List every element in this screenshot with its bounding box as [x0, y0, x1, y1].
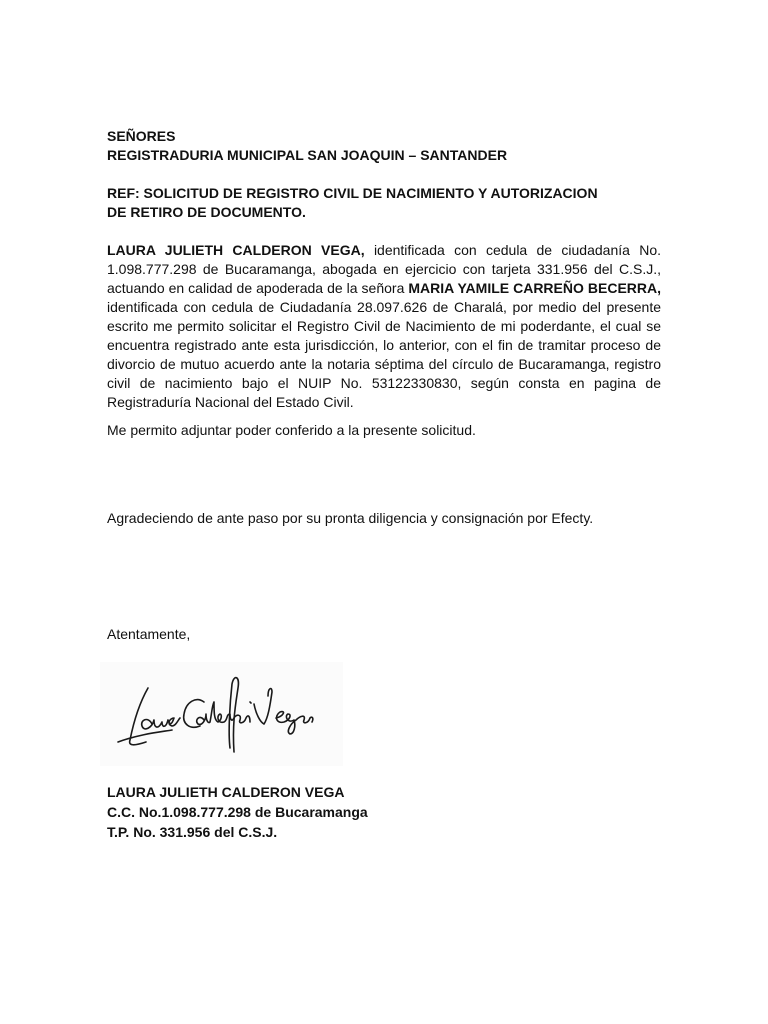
signature-drawing	[100, 662, 343, 766]
recipient: REGISTRADURIA MUNICIPAL SAN JOAQUIN – SANTANDER	[107, 147, 508, 163]
reference-line-1: REF: SOLICITUD DE REGISTRO CIVIL DE NACIMIENTO Y AUTORIZACION	[107, 185, 598, 201]
letter-content	[107, 127, 661, 440]
client-attorney-name: LAURA JULIETH CALDERON VEGA,	[107, 242, 365, 258]
handwritten-signature	[100, 662, 343, 766]
salutation: SEÑORES	[107, 128, 176, 144]
signer-id: C.C. No.1.098.777.298 de Bucaramanga	[107, 804, 368, 820]
thanks-line: Agradeciendo de ante paso por su pronta diligencia y consignación por Efecty.	[107, 510, 594, 526]
body-paragraph	[107, 241, 661, 412]
reference-line-2: DE RETIRO DE DOCUMENTO.	[107, 204, 306, 220]
principal-name: MARIA YAMILE CARREÑO BECERRA,	[408, 280, 661, 296]
closing: Atentamente,	[107, 626, 191, 642]
signer-block	[107, 782, 368, 842]
attachment-note: Me permito adjuntar poder conferido a la presente solicitud.	[107, 422, 476, 438]
signer-professional-card: T.P. No. 331.956 del C.S.J.	[107, 824, 278, 840]
body-text-1: identificada con cedula de ciudadanía No. 1.098.777.298 de Bucaramanga, abogada en ejercicio con tarjeta 331.956 del C.S.J., actuando en calidad de apoderada de la señora	[107, 242, 661, 296]
signer-name: LAURA JULIETH CALDERON VEGA	[107, 784, 345, 800]
body-text-2: identificada con cedula de Ciudadanía 28.097.626 de Charalá, por medio del presente escrito me permito solicitar el Registro Civil de Nacimiento de mi poderdante, el cual se encuentra registrado ante esta jurisdicción, lo anterior, con el fin de tramitar proceso de divorcio de mutuo acuerdo ante la notaria séptima del círculo de Bucaramanga, registro civil de nacimiento bajo el NUIP No. 53122330830, según consta en pagina de Registraduría Nacional del Estado Civil.	[107, 299, 661, 410]
reference	[107, 184, 661, 222]
